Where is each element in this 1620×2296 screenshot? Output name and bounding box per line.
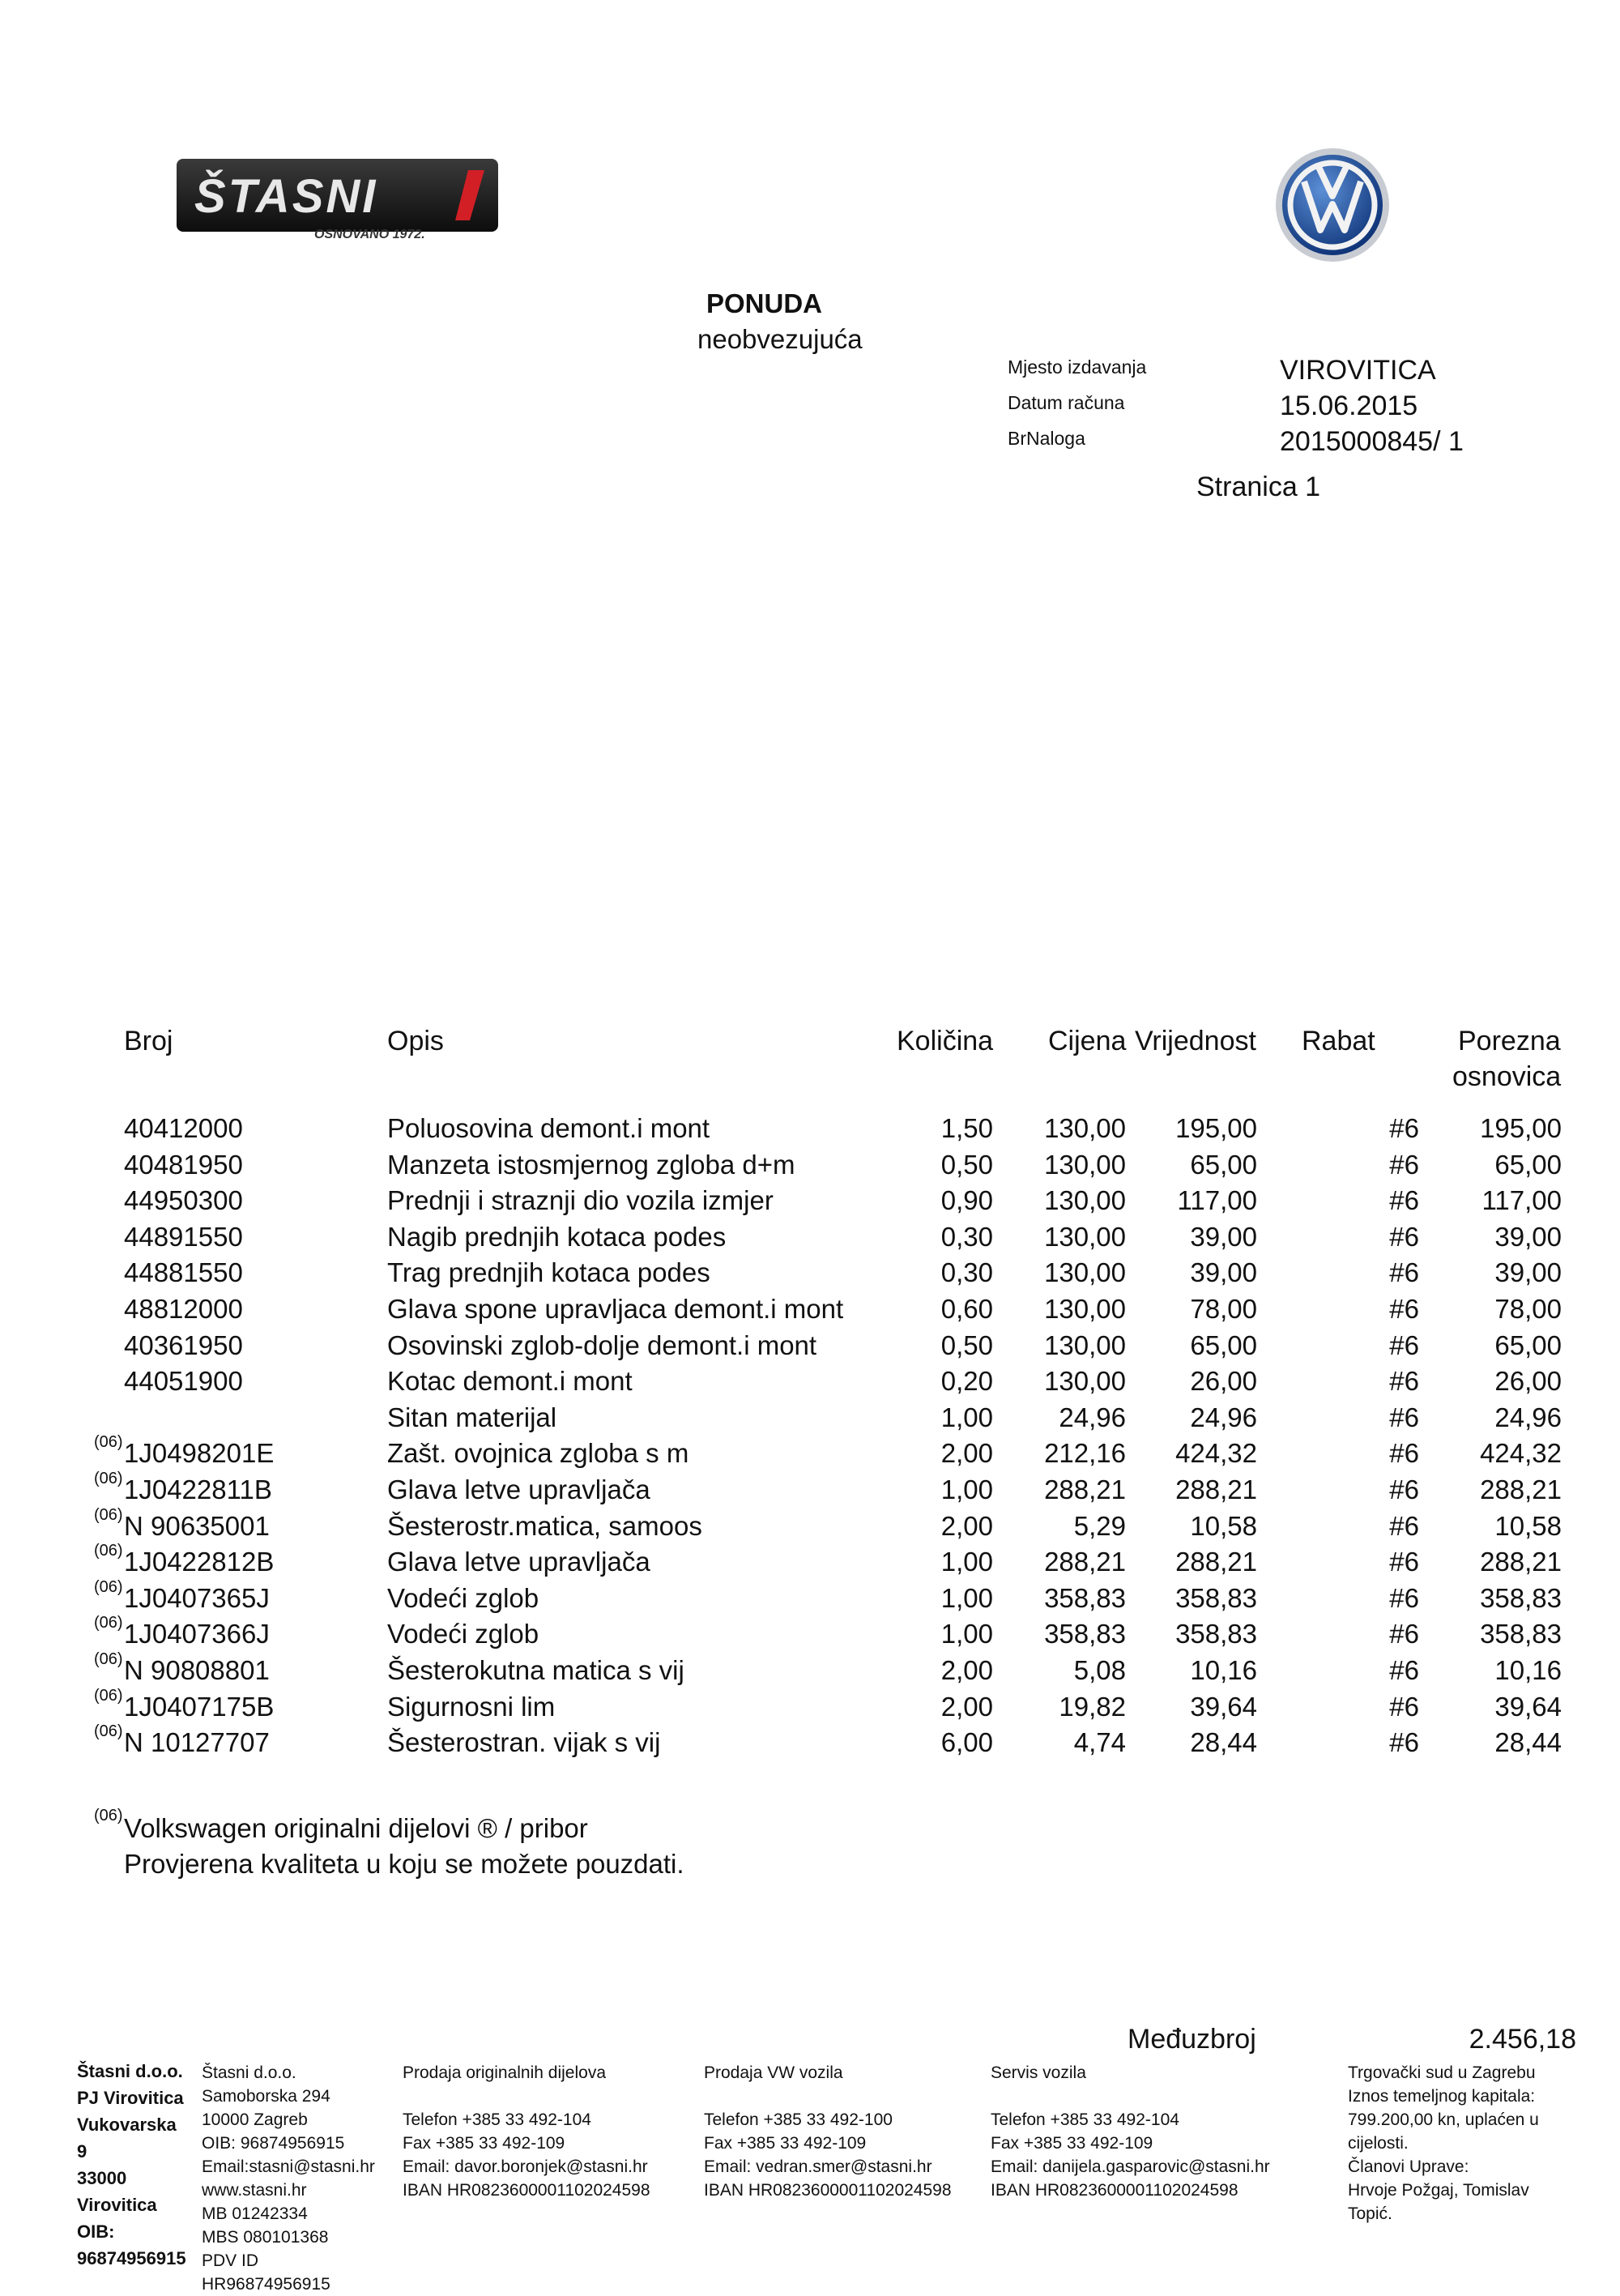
row-tax-base: 117,00 bbox=[1481, 1185, 1562, 1216]
row-value: 288,21 bbox=[1175, 1547, 1257, 1577]
row-quantity: 0,60 bbox=[940, 1294, 993, 1324]
row-discount: #6 bbox=[1389, 1185, 1419, 1216]
row-price: 130,00 bbox=[1044, 1113, 1126, 1143]
footer-line: Prodaja VW vozila bbox=[704, 2063, 843, 2082]
row-quantity: 0,50 bbox=[940, 1149, 993, 1180]
row-quantity: 1,00 bbox=[940, 1402, 993, 1432]
row-description: Vodeći zglob bbox=[387, 1619, 539, 1649]
row-code: N 10127707 bbox=[124, 1727, 270, 1758]
footer-line: MB 01242334 bbox=[202, 2204, 308, 2223]
row-code: 44891550 bbox=[124, 1221, 243, 1252]
row-quantity: 0,30 bbox=[940, 1221, 993, 1252]
row-value: 10,58 bbox=[1190, 1510, 1257, 1541]
footer-legal bbox=[1348, 2061, 1539, 2226]
row-quantity: 0,20 bbox=[940, 1366, 993, 1397]
row-value: 26,00 bbox=[1190, 1366, 1257, 1397]
row-value: 65,00 bbox=[1190, 1149, 1257, 1180]
row-superscript: (06) bbox=[94, 1614, 123, 1632]
row-quantity: 1,50 bbox=[940, 1113, 993, 1143]
row-discount: #6 bbox=[1389, 1547, 1419, 1577]
row-value: 78,00 bbox=[1190, 1294, 1257, 1324]
row-discount: #6 bbox=[1389, 1149, 1419, 1180]
row-description: Sigurnosni lim bbox=[387, 1691, 556, 1722]
footer-line: 9 bbox=[77, 2141, 87, 2162]
row-price: 130,00 bbox=[1044, 1149, 1126, 1180]
row-value: 39,64 bbox=[1190, 1691, 1257, 1722]
footer-line: Fax +385 33 492-109 bbox=[403, 2134, 565, 2153]
row-code: 44051900 bbox=[124, 1366, 243, 1397]
row-description: Trag prednjih kotaca podes bbox=[387, 1257, 710, 1288]
row-quantity: 2,00 bbox=[940, 1691, 993, 1722]
header-porezna: Porezna bbox=[1458, 1026, 1561, 1056]
row-description: Glava letve upravljača bbox=[387, 1474, 650, 1504]
row-quantity: 2,00 bbox=[940, 1438, 993, 1469]
footer-line: IBAN HR0823600001102024598 bbox=[991, 2181, 1238, 2200]
footer-line: Email: vedran.smer@stasni.hr bbox=[704, 2157, 932, 2176]
footer-line: 799.200,00 kn, uplaćen u bbox=[1348, 2110, 1539, 2129]
footer-line: OIB: 96874956915 bbox=[202, 2134, 345, 2153]
page-number: Stranica 1 bbox=[1196, 472, 1321, 502]
table-row bbox=[0, 1185, 1620, 1221]
row-discount: #6 bbox=[1389, 1655, 1419, 1685]
row-tax-base: 26,00 bbox=[1494, 1366, 1562, 1397]
row-price: 358,83 bbox=[1044, 1582, 1126, 1613]
row-code: 44950300 bbox=[124, 1185, 243, 1216]
row-description: Kotac demont.i mont bbox=[387, 1366, 633, 1397]
row-description: Glava letve upravljača bbox=[387, 1547, 650, 1577]
order-number-label: BrNaloga bbox=[1008, 428, 1085, 449]
row-description: Vodeći zglob bbox=[387, 1582, 539, 1613]
row-description: Manzeta istosmjernog zgloba d+m bbox=[387, 1149, 795, 1180]
row-description: Sitan materijal bbox=[387, 1402, 557, 1432]
place-value: VIROVITICA bbox=[1280, 355, 1436, 386]
place-label: Mjesto izdavanja bbox=[1008, 356, 1147, 378]
row-superscript: (06) bbox=[94, 1433, 123, 1452]
row-discount: #6 bbox=[1389, 1221, 1419, 1252]
row-tax-base: 39,00 bbox=[1494, 1257, 1562, 1288]
row-price: 130,00 bbox=[1044, 1294, 1126, 1324]
row-price: 130,00 bbox=[1044, 1366, 1126, 1397]
row-superscript: (06) bbox=[94, 1470, 123, 1487]
header-cijena: Cijena bbox=[1048, 1026, 1127, 1056]
date-label: Datum računa bbox=[1008, 392, 1125, 413]
row-tax-base: 39,64 bbox=[1494, 1691, 1562, 1722]
table-row bbox=[0, 1433, 1620, 1474]
row-quantity: 1,00 bbox=[940, 1474, 993, 1504]
table-row bbox=[0, 1542, 1620, 1582]
row-value: 28,44 bbox=[1190, 1727, 1257, 1758]
footer-line: Email: davor.boronjek@stasni.hr bbox=[403, 2157, 648, 2176]
row-code: 1J0422811B bbox=[124, 1474, 272, 1504]
table-row bbox=[0, 1330, 1620, 1366]
row-code: 1J0422812B bbox=[124, 1547, 275, 1577]
row-superscript: (06) bbox=[94, 1650, 123, 1668]
table-row bbox=[0, 1470, 1620, 1510]
footer-line: Topić. bbox=[1348, 2204, 1392, 2223]
footer-line: Telefon +385 33 492-104 bbox=[991, 2110, 1179, 2129]
header-kolicina: Količina bbox=[897, 1026, 994, 1056]
row-discount: #6 bbox=[1389, 1257, 1419, 1288]
row-code: N 90808801 bbox=[124, 1655, 270, 1685]
row-discount: #6 bbox=[1389, 1329, 1419, 1360]
table-row bbox=[0, 1222, 1620, 1257]
row-tax-base: 288,21 bbox=[1480, 1474, 1562, 1504]
footer-address bbox=[202, 2061, 375, 2296]
note-line-1: Volkswagen originalni dijelovi ® / pribor bbox=[124, 1813, 588, 1843]
stasni-logo bbox=[177, 159, 498, 240]
row-discount: #6 bbox=[1389, 1510, 1419, 1541]
subtotal-label: Međuzbroj bbox=[1128, 2024, 1256, 2055]
row-value: 288,21 bbox=[1175, 1474, 1257, 1504]
footer-line: Virovitica bbox=[77, 2195, 157, 2215]
footer-line: www.stasni.hr bbox=[202, 2181, 307, 2200]
row-value: 424,32 bbox=[1175, 1438, 1257, 1469]
row-tax-base: 10,58 bbox=[1494, 1510, 1562, 1541]
row-code: 40412000 bbox=[124, 1113, 243, 1143]
footer-line: PJ Virovitica bbox=[77, 2088, 184, 2108]
row-value: 65,00 bbox=[1190, 1329, 1257, 1360]
row-discount: #6 bbox=[1389, 1402, 1419, 1432]
table-row bbox=[0, 1294, 1620, 1329]
row-superscript: (06) bbox=[94, 1542, 123, 1560]
row-quantity: 6,00 bbox=[940, 1727, 993, 1758]
footer-line bbox=[991, 2085, 1270, 2108]
footer-line: Štasni d.o.o. bbox=[77, 2061, 183, 2081]
table-row bbox=[0, 1366, 1620, 1402]
row-quantity: 1,00 bbox=[940, 1582, 993, 1613]
row-tax-base: 24,96 bbox=[1494, 1402, 1562, 1432]
footer-line: Fax +385 33 492-109 bbox=[991, 2134, 1153, 2153]
table-row bbox=[0, 1614, 1620, 1654]
table-row bbox=[0, 1505, 1620, 1547]
row-superscript: (06) bbox=[94, 1722, 123, 1741]
stasni-logo-text: ŠTASNI bbox=[194, 170, 378, 223]
row-tax-base: 39,00 bbox=[1494, 1221, 1562, 1252]
footer-line: Hrvoje Požgaj, Tomislav bbox=[1348, 2181, 1529, 2200]
row-description: Šesterostran. vijak s vij bbox=[387, 1727, 661, 1758]
row-tax-base: 288,21 bbox=[1480, 1547, 1562, 1577]
document-subtitle: neobvezujuća bbox=[697, 324, 863, 354]
footer-line: Prodaja originalnih dijelova bbox=[403, 2063, 606, 2082]
table-row bbox=[0, 1577, 1620, 1619]
subtotal-value: 2.456,18 bbox=[1469, 2024, 1576, 2055]
row-tax-base: 65,00 bbox=[1494, 1149, 1562, 1180]
row-discount: #6 bbox=[1389, 1113, 1419, 1143]
footer-line: Samoborska 294 bbox=[202, 2087, 330, 2106]
row-superscript: (06) bbox=[94, 1577, 123, 1596]
row-quantity: 1,00 bbox=[940, 1619, 993, 1649]
row-price: 212,16 bbox=[1044, 1438, 1126, 1469]
row-quantity: 0,50 bbox=[940, 1329, 993, 1360]
footer-line: cijelosti. bbox=[1348, 2134, 1409, 2153]
row-code: 40361950 bbox=[124, 1329, 243, 1360]
row-description: Šesterokutna matica s vij bbox=[387, 1655, 684, 1685]
row-tax-base: 28,44 bbox=[1494, 1727, 1562, 1758]
row-price: 19,82 bbox=[1059, 1691, 1126, 1722]
footer-company bbox=[77, 2058, 186, 2272]
row-tax-base: 65,00 bbox=[1494, 1329, 1562, 1360]
row-discount: #6 bbox=[1389, 1619, 1419, 1649]
stasni-logo-tagline: OSNOVANO 1972. bbox=[314, 228, 425, 240]
row-tax-base: 424,32 bbox=[1480, 1438, 1562, 1469]
row-price: 4,74 bbox=[1073, 1727, 1126, 1758]
row-code: N 90635001 bbox=[124, 1510, 270, 1541]
footer-line: PDV ID bbox=[202, 2251, 259, 2270]
row-price: 5,08 bbox=[1073, 1655, 1126, 1685]
row-price: 358,83 bbox=[1044, 1619, 1126, 1649]
header-vrijednost: Vrijednost bbox=[1135, 1026, 1256, 1056]
row-tax-base: 10,16 bbox=[1494, 1655, 1562, 1685]
row-value: 117,00 bbox=[1177, 1185, 1257, 1216]
row-discount: #6 bbox=[1389, 1691, 1419, 1722]
row-quantity: 0,30 bbox=[940, 1257, 993, 1288]
row-value: 10,16 bbox=[1190, 1655, 1257, 1685]
row-description: Poluosovina demont.i mont bbox=[387, 1113, 710, 1143]
row-tax-base: 358,83 bbox=[1480, 1582, 1562, 1613]
header-rabat: Rabat bbox=[1302, 1026, 1375, 1056]
row-price: 130,00 bbox=[1044, 1329, 1126, 1360]
footer-service bbox=[991, 2061, 1270, 2202]
header-osnovica: osnovica bbox=[1452, 1061, 1562, 1092]
footer-line bbox=[403, 2085, 650, 2108]
footer-line: Telefon +385 33 492-100 bbox=[704, 2110, 893, 2129]
footer-line: Štasni d.o.o. bbox=[202, 2063, 296, 2082]
footer-line: Članovi Uprave: bbox=[1348, 2157, 1469, 2176]
footer-line: Servis vozila bbox=[991, 2063, 1086, 2082]
table-row bbox=[0, 1402, 1620, 1438]
row-price: 288,21 bbox=[1044, 1474, 1126, 1504]
row-code: 44881550 bbox=[124, 1257, 243, 1288]
row-discount: #6 bbox=[1389, 1294, 1419, 1324]
footer-line: IBAN HR0823600001102024598 bbox=[704, 2181, 952, 2200]
row-discount: #6 bbox=[1389, 1438, 1419, 1469]
footer-line: 96874956915 bbox=[77, 2248, 186, 2268]
row-quantity: 0,90 bbox=[940, 1185, 993, 1216]
footer-line: Fax +385 33 492-109 bbox=[704, 2134, 867, 2153]
row-value: 195,00 bbox=[1175, 1113, 1257, 1143]
row-value: 24,96 bbox=[1190, 1402, 1257, 1432]
row-code: 40481950 bbox=[124, 1149, 243, 1180]
row-price: 5,29 bbox=[1073, 1510, 1126, 1541]
row-code: 1J0407175B bbox=[124, 1691, 275, 1722]
table-row bbox=[0, 1722, 1620, 1763]
row-code: 48812000 bbox=[124, 1294, 243, 1324]
header-broj: Broj bbox=[124, 1026, 173, 1056]
row-discount: #6 bbox=[1389, 1582, 1419, 1613]
footer-line: Vukovarska bbox=[77, 2115, 177, 2135]
row-code: 1J0498201E bbox=[124, 1438, 275, 1469]
row-value: 39,00 bbox=[1190, 1221, 1257, 1252]
row-quantity: 1,00 bbox=[940, 1547, 993, 1577]
footer-line: Email: danijela.gasparovic@stasni.hr bbox=[991, 2157, 1270, 2176]
row-discount: #6 bbox=[1389, 1727, 1419, 1758]
row-code: 1J0407366J bbox=[124, 1619, 270, 1649]
row-value: 358,83 bbox=[1175, 1582, 1257, 1613]
row-description: Glava spone upravljaca demont.i mont bbox=[387, 1294, 844, 1324]
row-code: 1J0407365J bbox=[124, 1582, 270, 1613]
order-number-value: 2015000845/ 1 bbox=[1280, 426, 1464, 457]
row-price: 130,00 bbox=[1044, 1257, 1126, 1288]
footer-line: Email:stasni@stasni.hr bbox=[202, 2157, 375, 2176]
footer-line: Iznos temeljnog kapitala: bbox=[1348, 2087, 1536, 2106]
volkswagen-logo-icon bbox=[1273, 146, 1392, 264]
row-value: 39,00 bbox=[1190, 1257, 1257, 1288]
table-row bbox=[0, 1650, 1620, 1691]
row-description: Osovinski zglob-dolje demont.i mont bbox=[387, 1329, 817, 1360]
table-row bbox=[0, 1150, 1620, 1185]
row-price: 288,21 bbox=[1044, 1547, 1126, 1577]
note-line-2: Provjerena kvaliteta u koju se možete pouzdati. bbox=[124, 1849, 684, 1879]
row-tax-base: 78,00 bbox=[1494, 1294, 1562, 1324]
document-title: PONUDA bbox=[706, 288, 823, 318]
footer-line: 10000 Zagreb bbox=[202, 2110, 308, 2129]
footer-line: HR96874956915 bbox=[202, 2275, 330, 2294]
row-price: 24,96 bbox=[1059, 1402, 1126, 1432]
row-description: Nagib prednjih kotaca podes bbox=[387, 1221, 727, 1252]
row-tax-base: 358,83 bbox=[1480, 1619, 1562, 1649]
header-opis: Opis bbox=[387, 1026, 444, 1056]
row-value: 358,83 bbox=[1175, 1619, 1257, 1649]
row-quantity: 2,00 bbox=[940, 1655, 993, 1685]
table-row bbox=[0, 1113, 1620, 1149]
row-tax-base: 195,00 bbox=[1480, 1113, 1562, 1143]
row-discount: #6 bbox=[1389, 1366, 1419, 1397]
table-row bbox=[0, 1257, 1620, 1293]
row-superscript: (06) bbox=[94, 1505, 123, 1524]
row-superscript: (06) bbox=[94, 1686, 123, 1705]
footer-line: Telefon +385 33 492-104 bbox=[403, 2110, 591, 2129]
row-discount: #6 bbox=[1389, 1474, 1419, 1504]
footer-line: IBAN HR0823600001102024598 bbox=[403, 2181, 650, 2200]
footer-line: Trgovački sud u Zagrebu bbox=[1348, 2063, 1536, 2082]
footer-line: 33000 bbox=[77, 2168, 127, 2188]
row-description: Šesterostr.matica, samoos bbox=[387, 1510, 702, 1541]
row-quantity: 2,00 bbox=[940, 1510, 993, 1541]
row-price: 130,00 bbox=[1044, 1221, 1126, 1252]
table-row bbox=[0, 1686, 1620, 1727]
row-description: Zašt. ovojnica zgloba s m bbox=[387, 1438, 689, 1469]
note-superscript: (06) bbox=[94, 1807, 123, 1824]
row-price: 130,00 bbox=[1044, 1185, 1126, 1216]
footer-line: MBS 080101368 bbox=[202, 2228, 329, 2247]
row-description: Prednji i straznji dio vozila izmjer bbox=[387, 1185, 774, 1216]
footer-line: OIB: bbox=[77, 2221, 115, 2242]
footer-parts-sales bbox=[403, 2061, 650, 2202]
footer-line bbox=[704, 2085, 952, 2108]
footer-vehicle-sales bbox=[704, 2061, 952, 2202]
date-value: 15.06.2015 bbox=[1280, 390, 1418, 421]
